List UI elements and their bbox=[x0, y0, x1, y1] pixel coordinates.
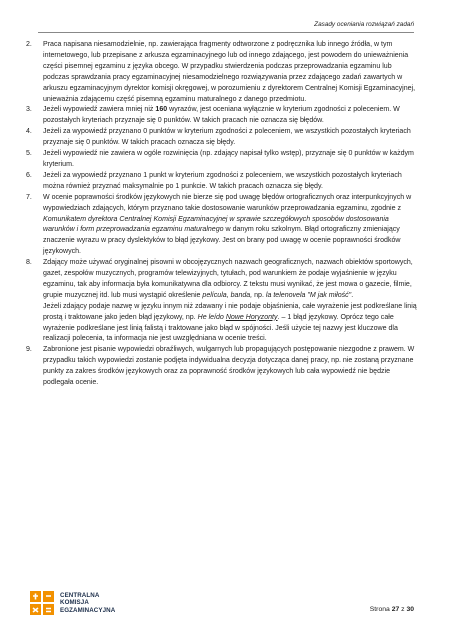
item-number: 5. bbox=[26, 150, 32, 158]
item-text: Zabronione jest pisanie wypowiedzi obraźliwych, wulgarnych lub propagujących postępowanie niezgodne z prawem. W przypadku takich wypowiedzi zostanie podjęta indywidualna decyzja dotycząca danej pracy, np. nie zostaną przyznane punkty za zakres środków językowych oraz za poprawność środków językowych lub cała wypowiedź nie będzie podlegała ocenie. bbox=[43, 346, 415, 387]
item-text: Jeżeli za wypowiedź przyznano 0 punktów w kryterium zgodności z poleceniem, we wszystkich pozostałych kryteriach przyznaje się 0 punktów. W takich pracach oznacza się błędy. bbox=[43, 128, 411, 147]
total-pages: 30 bbox=[406, 606, 414, 613]
item-number: 7. bbox=[26, 193, 32, 201]
item-text: . bbox=[351, 291, 354, 299]
item-text: Jeżeli za wypowiedź przyznano 1 punkt w kryterium zgodności z poleceniem, we wszystkich pozostałych kryteriach można również przyznać maksymalnie po 1 punkcie. W takich pracach oznacza się błędy. bbox=[43, 171, 402, 190]
list-item bbox=[26, 105, 418, 127]
item-text: Zdający może używać oryginalnej pisowni w obcojęzycznych nazwach geograficznych, nazwach obiektów sportowych, gazet, zespołów muzycznych, programów telewizyjnych, tytułach, pod warunkiem że podaje wyjaśnienie w języku egzaminu, tak aby informacja była komunikatywna dla odbiorcy. Z tekstu musi wynikać, że jest mowa o gazecie, filmie, grupie muzycznej itd. lub musi wystąpić określenie bbox=[43, 259, 413, 299]
item-number: 3. bbox=[26, 106, 32, 114]
page-header-title: Zasady oceniania rozwiązań zadań bbox=[314, 21, 414, 28]
list-item bbox=[26, 171, 418, 193]
item-number: 8. bbox=[26, 259, 32, 267]
list-item bbox=[26, 40, 418, 105]
item-text: w danym roku szkolnym. Błąd ortograficzny zmieniający znaczenie wyrazu w pracy dyslektyków to błąd językowy. Jest on brany pod uwagę w ocenie poprawności środków językowych. bbox=[43, 226, 401, 256]
item-text: Jeżeli zdający podaje nazwę w języku innym niż zdawany i nie podaje objaśnienia, całe wyrażenie jest podkreślane linią prostą i traktowane jako jeden błąd językowy, np. bbox=[43, 302, 417, 321]
item-number: 9. bbox=[26, 346, 32, 354]
list-item bbox=[26, 345, 418, 389]
logo-line: KOMISJA bbox=[60, 599, 89, 607]
list-item bbox=[26, 127, 418, 149]
page-number bbox=[370, 606, 414, 613]
cke-logo-text bbox=[60, 592, 115, 614]
item-text: Jeżeli wypowiedź zawiera mniej niż bbox=[43, 106, 156, 114]
item-text: wyrazów, jest oceniana wyłącznie w kryterium zgodności z poleceniem. W pozostałych kryteriach przyznaje się 0 punktów. W takich pracach nie oznacza się błędów. bbox=[43, 106, 400, 125]
page-sep: z bbox=[401, 606, 405, 613]
example-italic: película, banda, bbox=[202, 291, 253, 299]
header-rule bbox=[38, 32, 414, 33]
item-text: Jeżeli wypowiedź nie zawiera w ogóle rozwinięcia (np. zdający napisał tylko wstęp), przyznaje się 0 punktów w każdym kryterium. bbox=[43, 150, 414, 168]
document-title-italic: Komunikatem dyrektora Centralnej Komisji Egzaminacyjnej w sprawie szczegółowych sposobów dostosowania warunków i form przeprowadzania egzaminu maturalnego bbox=[43, 215, 389, 234]
list-item bbox=[26, 258, 418, 345]
logo-line: EGZAMINACYJNA bbox=[60, 606, 116, 614]
example-italic: la telenovela "M jak miłość" bbox=[265, 291, 352, 299]
page-label: Strona bbox=[369, 606, 390, 613]
item-text: np. bbox=[252, 291, 266, 299]
item-text: . – 1 błąd językowy. Oprócz tego całe wyrażenie podkreślane jest linią falistą i traktowane jako błąd w spójności. Jeśli użycie tej nazwy jest kluczowe dla realizacji polecenia, ta informacja nie jest uwzględniana w ocenie treści. bbox=[43, 313, 398, 343]
cke-logo bbox=[30, 591, 115, 615]
item-number: 6. bbox=[26, 171, 32, 179]
example-italic: He leído bbox=[197, 313, 224, 321]
word-count-limit: 160 bbox=[155, 106, 168, 114]
example-underlined: Nowe Horyzonty bbox=[225, 313, 278, 321]
item-number: 2. bbox=[26, 41, 32, 48]
item-number: 4. bbox=[26, 128, 32, 136]
logo-line: CENTRALNA bbox=[60, 592, 100, 600]
cke-logo-icon bbox=[30, 591, 54, 615]
current-page: 27 bbox=[391, 606, 400, 613]
list-item bbox=[26, 193, 418, 258]
list-item bbox=[26, 149, 418, 171]
item-text: Praca napisana niesamodzielnie, np. zawierająca fragmenty odtworzone z podręcznika lub innego źródła, w tym internetowego, lub przepisane z arkusza egzaminacyjnego lub od innego zdającego, jest powodem do unieważnienia części pisemnej egzaminu z języka obcego. W przypadku stwierdzenia podczas przeprowadzania egzaminu lub podczas sprawdzania pracy egzaminacyjnej niesamodzielnego rozwiązywania przez zdającego zadań zawartych w arkuszu egzaminacyjnym dyrektor komisji okręgowej, w porozumieniu z dyrektorem Centralnej Komisji Egzaminacyjnej, unieważnia zdającemu część pisemną egzaminu maturalnego z danego przedmiotu. bbox=[43, 41, 416, 103]
rules-list bbox=[26, 40, 418, 389]
item-text: W ocenie poprawności środków językowych nie bierze się pod uwagę błędów ortograficznych oraz interpunkcyjnych w wypowiedziach zdających, którym przyznano takie dostosowanie warunków przeprowadzania egzaminu, zgodnie z bbox=[43, 193, 412, 212]
